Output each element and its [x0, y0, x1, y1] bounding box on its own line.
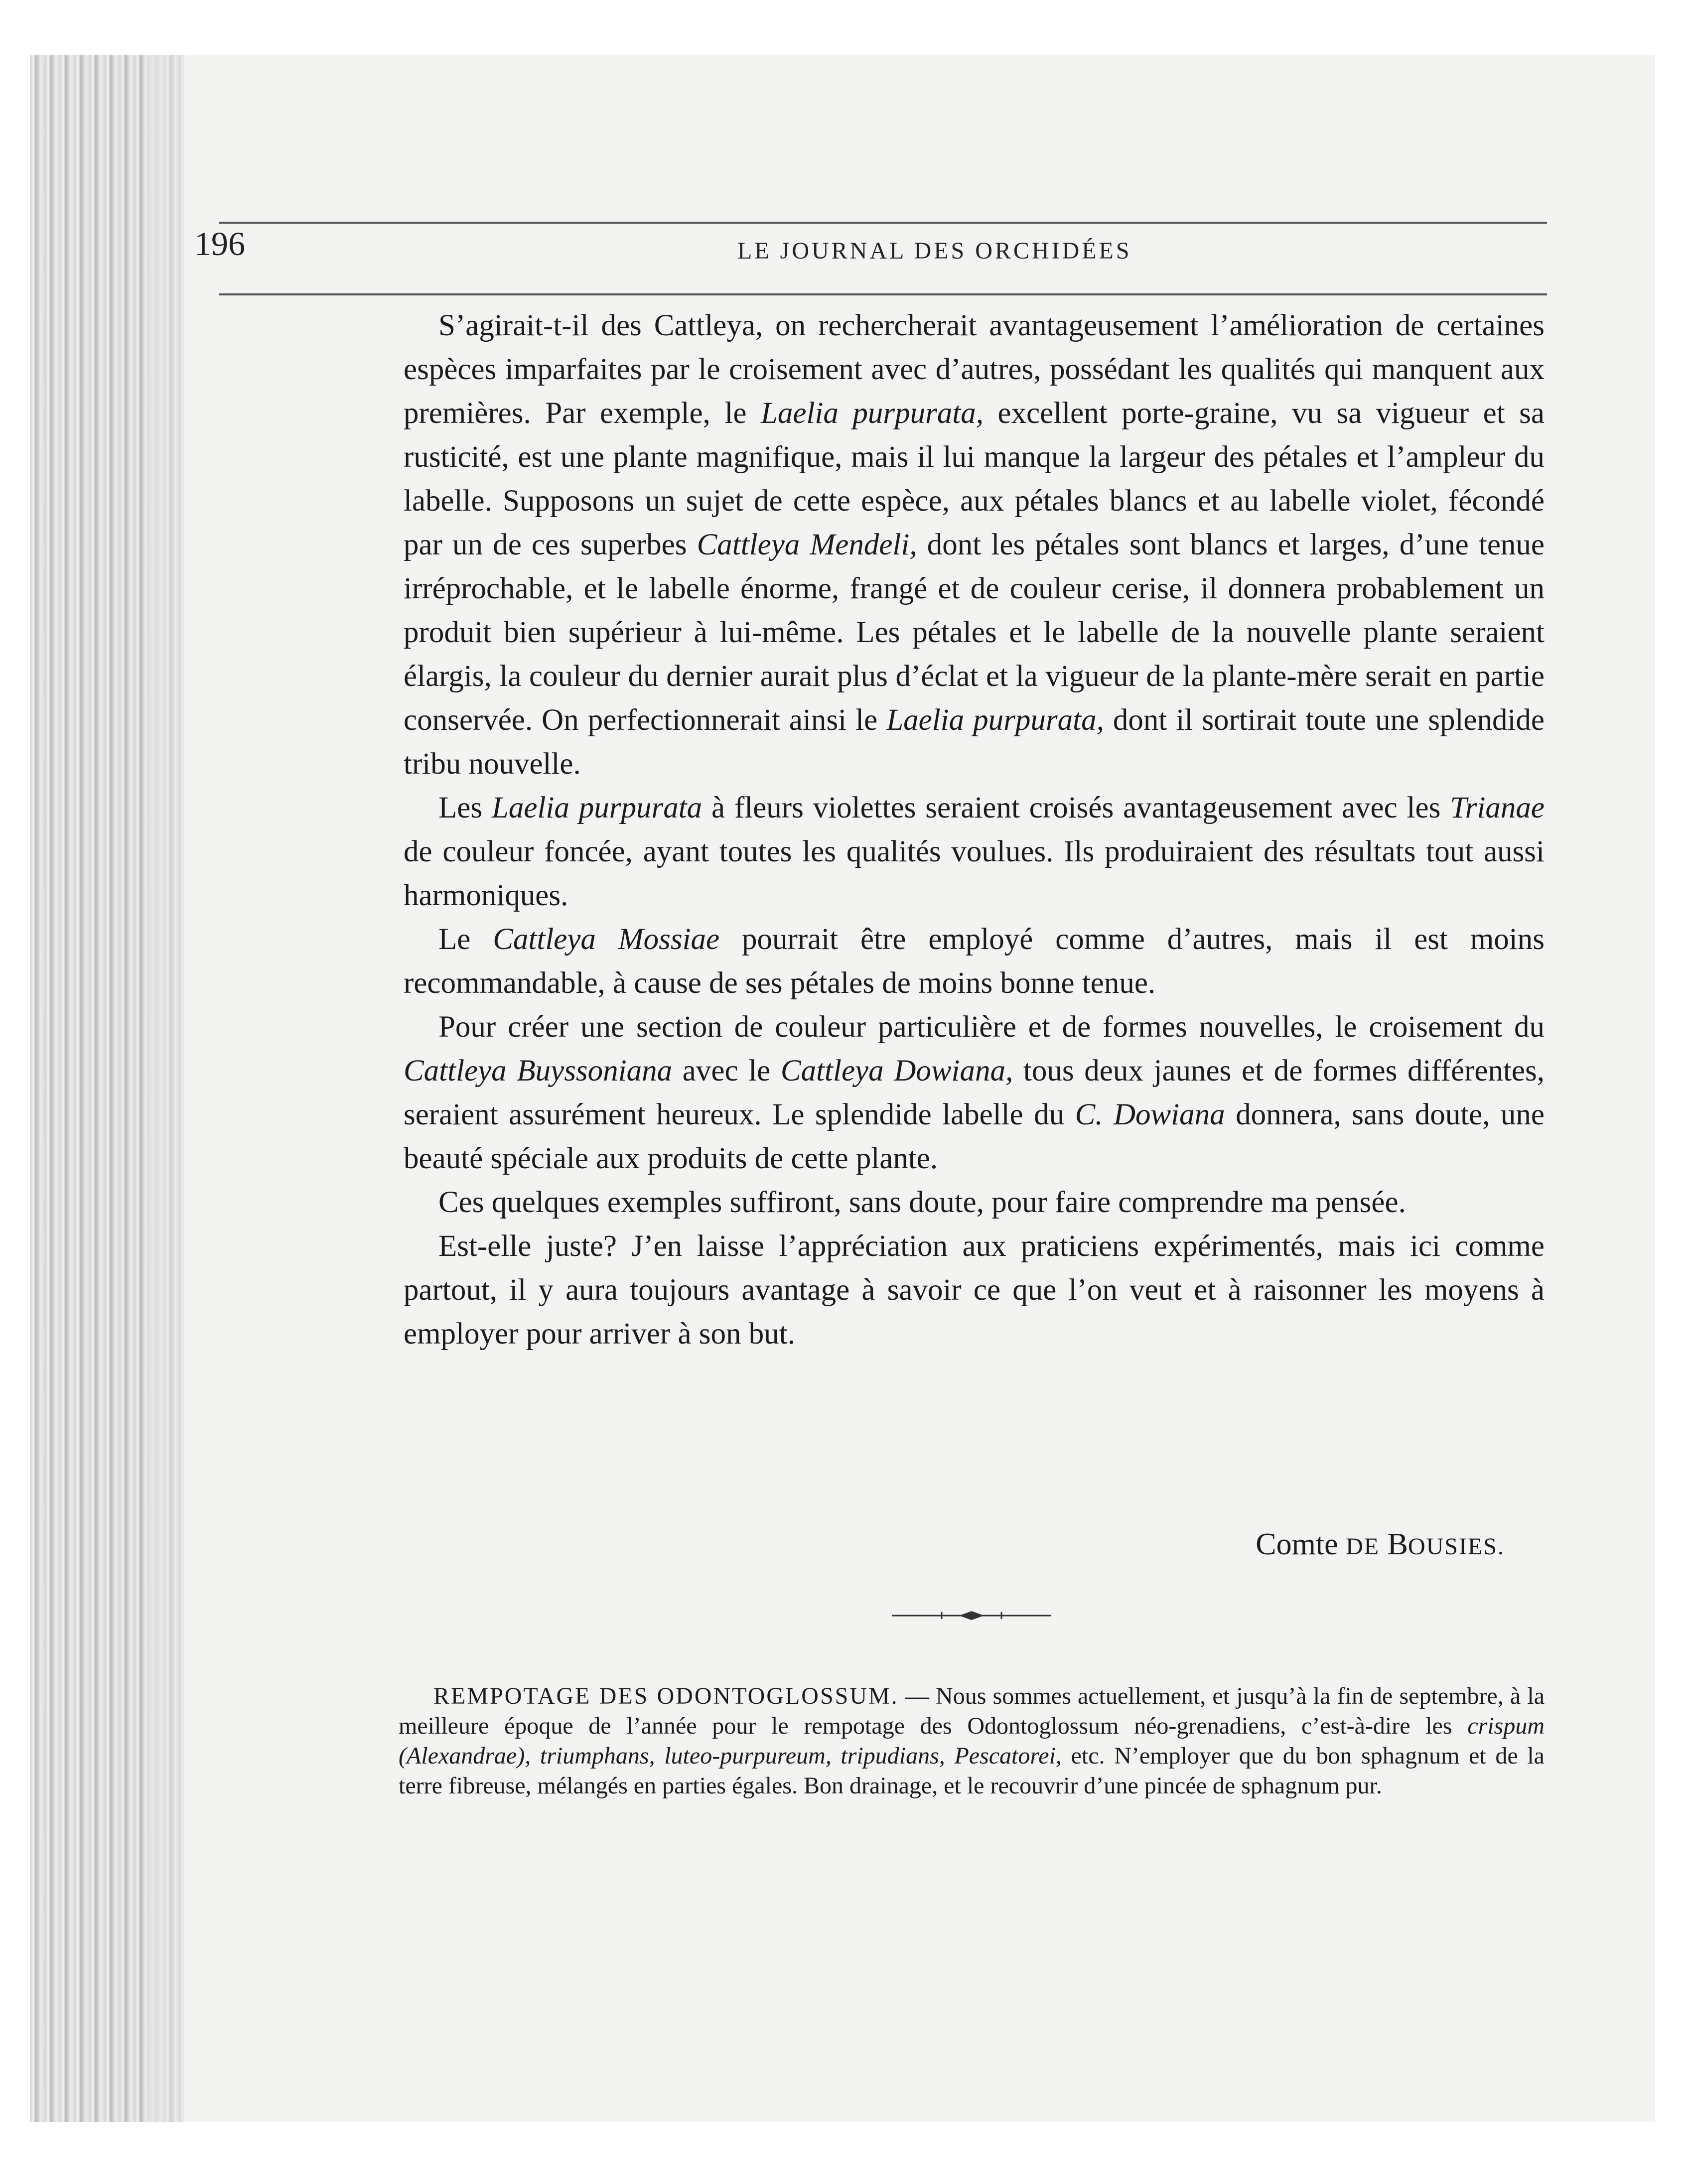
- note-paragraph: REMPOTAGE DES ODONTOGLOSSUM. — Nous sommes actuellement, et jusqu’à la fin de septembre, à la meilleure époque de l’année pour le rempotage des Odontoglossum néo-grenadiens, c’est-à-dire les crispum (Alexandrae), triumphans, luteo-purpureum, tripudians, Pescatorei, etc. N’employer que du bon sphagnum et de la terre fibreuse, mélangés en parties égales. Bon drainage, et le recouvrir d’une pincée de sphagnum pur.: [399, 1683, 1545, 1799]
- running-title: LE JOURNAL DES ORCHIDÉES: [737, 238, 1132, 264]
- separator-ornament: [892, 1608, 1051, 1623]
- article-body: [404, 304, 1545, 1356]
- paragraph-1: S’agirait-t-il des Cattleya, on rechercherait avantageusement l’amélioration de certaines espèces imparfaites par le croisement avec d’autres, possédant les qualités qui manquent aux premières. Par exemple, le Laelia purpurata, excellent porte-graine, vu sa vigueur et sa rusticité, est une plante magnifique, mais il lui manque la largeur des pétales et l’ampleur du labelle. Supposons un sujet de cette espèce, aux pétales blancs et au labelle violet, fécondé par un de ces superbes Cattleya Mendeli, dont les pétales sont blancs et larges, d’une tenue irréprochable, et le labelle énorme, frangé et de couleur cerise, il donnera probablement un produit bien supérieur à lui-même. Les pétales et le labelle de la nouvelle plante seraient élargis, la couleur du dernier aurait plus d’éclat et la vigueur de la plante-mère serait en partie conservée. On perfectionnerait ainsi le Laelia purpurata, dont il sortirait toute une splendide tribu nouvelle.: [404, 309, 1545, 781]
- rempotage-note: [399, 1681, 1545, 1801]
- paragraph-2: Les Laelia purpurata à fleurs violettes seraient croisés avantageusement avec les Trianae de couleur foncée, ayant toutes les qualités voulues. Ils produiraient des résultats tout aussi harmoniques.: [404, 791, 1545, 912]
- page-number: 196: [194, 225, 245, 263]
- author-signature: Comte DE BOUSIES.: [1256, 1527, 1505, 1561]
- paragraph-3: Le Cattleya Mossiae pourrait être employé comme d’autres, mais il est moins recommandable, à cause de ses pétales de moins bonne tenue.: [404, 923, 1545, 1000]
- paragraph-4: Pour créer une section de couleur particulière et de formes nouvelles, le croisement du Cattleya Buyssoniana avec le Cattleya Dowiana, tous deux jaunes et de formes différentes, seraient assurément heureux. Le splendide labelle du C. Dowiana donnera, sans doute, une beauté spéciale aux produits de cette plante.: [404, 1010, 1545, 1175]
- paragraph-5: Ces quelques exemples suffiront, sans doute, pour faire comprendre ma pensée.: [438, 1186, 1406, 1219]
- note-heading: REMPOTAGE DES ODONTOGLOSSUM.: [433, 1683, 899, 1709]
- paragraph-6: Est-elle juste? J’en laisse l’appréciation aux praticiens expérimentés, mais ici comme partout, il y aura toujours avantage à savoir ce que l’on veut et à raisonner les moyens à employer pour arriver à son but.: [404, 1229, 1545, 1351]
